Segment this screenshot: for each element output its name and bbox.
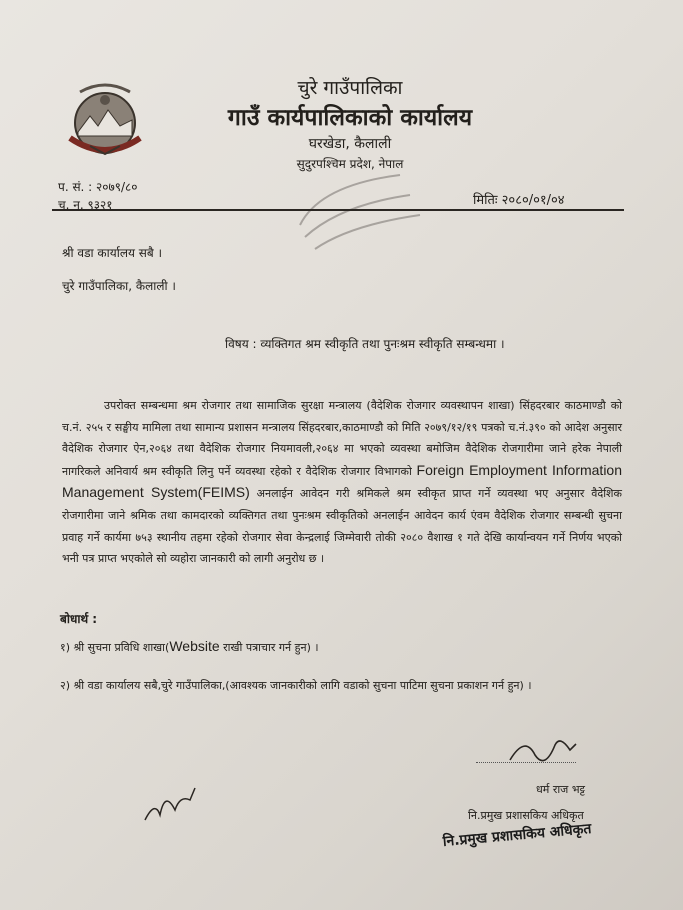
addressee-line-2: चुरे गाउँपालिका, कैलाली । [62,279,176,293]
office-name: गाउँ कार्यपालिकाको कार्यालय [227,105,473,131]
nepal-emblem-logo [60,80,150,166]
signature-line [476,762,576,763]
office-location: घरखेडा, कैलाली [308,136,392,152]
cc-item-1-prefix: १) श्री सुचना प्रविधि शाखा( [60,641,170,654]
municipality-name: चुरे गाउँपालिका [297,77,403,99]
signatory-title-stamp: नि.प्रमुख प्रशासकिय अधिकृत [442,821,593,850]
body-text-part-2: अनलाईन आवेदन गरी श्रमिकले श्रम स्वीकृत प्राप्त गर्ने व्यवस्था भए अनुसार वैदेशिक रोजगारीमा जाने श्रमिक तथा कामदारको व्यक्तिगत तथा पुनःश्रम स्वीकृतिको अनलाईन आवेदन कार्य एंवम वैदेशिक रोजगार सम्बन्धी सुचना प्रवाह गर्ने कार्यमा ७५३ स्थानीय तहमा रहेको रोजगार सेवा केन्द्रलाई जिम्मेवारी तोकी २०८० वैशाख १ गते देखि कार्यान्वयन गर्ने निर्णय भएको भनी पत्र प्राप्त भएकोले सो व्यहोरा जानकारी को लागी अनुरोध छ । [62,487,622,566]
cc-item-1-suffix: राखी पत्राचार गर्न हुन) । [219,641,319,654]
feims-system-name: Foreign Employment Information Management System(FEIMS) [62,461,622,501]
signatory-name: धर्म राज भट्ट [536,783,585,796]
letter-subject: विषय : व्यक्तिगत श्रम स्वीकृति तथा पुनःश्रम स्वीकृति सम्बन्धमा । [225,337,505,351]
addressee-line-1: श्री वडा कार्यालय सबै । [62,246,163,260]
body-text-part-1: उपरोक्त सम्बन्धमा श्रम रोजगार तथा सामाजिक सुरक्षा मन्त्रालय (वैदेशिक रोजगार व्यवस्थापन शाखा) सिंहदरबार काठमाण्डौ को च.नं. २५५ र सङ्घीय मामिला तथा सामान्य प्रशासन मन्त्रालय सिंहदरबार,काठमाण्डौ को मिति २०७९/१२/१९ पत्रको च.नं.३९० को आदेश अनुसार वैदेशिक रोजगार ऐन,२०६४ तथा वैदेशिक रोजगार नियमावली,२०६४ मा भएको व्यवस्था बमोजिम वैदेशिक रोजगारीमा जाने हरेक नेपाली नागरिकले अनिवार्य श्रम स्वीकृति लिनु पर्ने व्यवस्था रहेको र वैदेशिक रोजगार विभागको [62,399,622,478]
cc-item-1-website: Website [169,638,220,654]
cc-item-2: २) श्री वडा कार्यालय सबै,चुरे गाउँपालिका,(आवश्यक जानकारीको लागि वडाको सुचना पाटिमा सुचना प्रकाशन गर्न हुन) । [60,679,532,692]
province-name: सुदुरपश्चिम प्रदेश, नेपाल [296,157,404,171]
letter-number: प. सं. : २०७९/८० [58,180,138,194]
letter-body [62,395,622,570]
letter-date: मितिः २०८०/०१/०४ [473,193,565,208]
handwritten-initials [140,780,200,830]
cc-item-1 [60,638,319,655]
handwritten-signature [500,730,580,770]
dispatch-number: च. न. ९३२१ [58,198,113,212]
header-divider [52,209,624,211]
signatory-title: नि.प्रमुख प्रशासकिय अधिकृत [468,809,584,822]
cc-heading: बोधार्थ : [60,612,98,626]
